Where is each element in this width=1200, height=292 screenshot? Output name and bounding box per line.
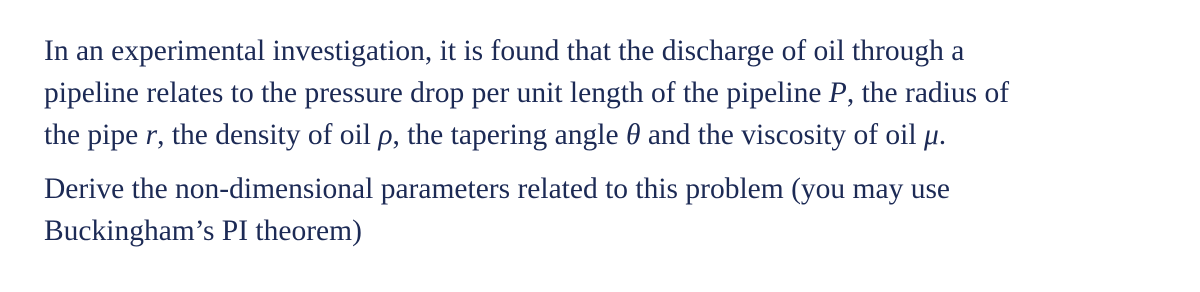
statement-text: pipeline relates to the pressure drop per unit length of the pipeline	[44, 77, 829, 109]
statement-text: , the radius of	[846, 77, 1010, 109]
task-line-1: Derive the non-dimensional parameters related to this problem (you may use	[44, 173, 951, 205]
variable-tapering-angle: θ	[625, 119, 641, 151]
statement-text: .	[938, 119, 947, 151]
statement-text: , the tapering angle	[392, 119, 626, 151]
statement-text: the pipe	[44, 119, 146, 151]
question-document	[44, 30, 1174, 252]
statement-text: and the viscosity of oil	[640, 119, 924, 151]
statement-text: In an experimental investigation, it is found that the discharge of oil through a	[44, 35, 965, 67]
statement-line-1	[44, 30, 1174, 72]
problem-statement-paragraph	[44, 30, 1174, 156]
variable-radius: r	[145, 119, 158, 151]
variable-viscosity: μ	[923, 119, 939, 151]
variable-pressure-drop: P	[828, 77, 847, 109]
statement-line-3	[44, 114, 1174, 156]
statement-text: , the density of oil	[157, 119, 379, 151]
statement-line-2	[44, 72, 1174, 114]
task-line-2: Buckingham’s PI theorem)	[44, 215, 362, 247]
task-paragraph	[44, 168, 1174, 252]
variable-density: ρ	[378, 119, 393, 151]
